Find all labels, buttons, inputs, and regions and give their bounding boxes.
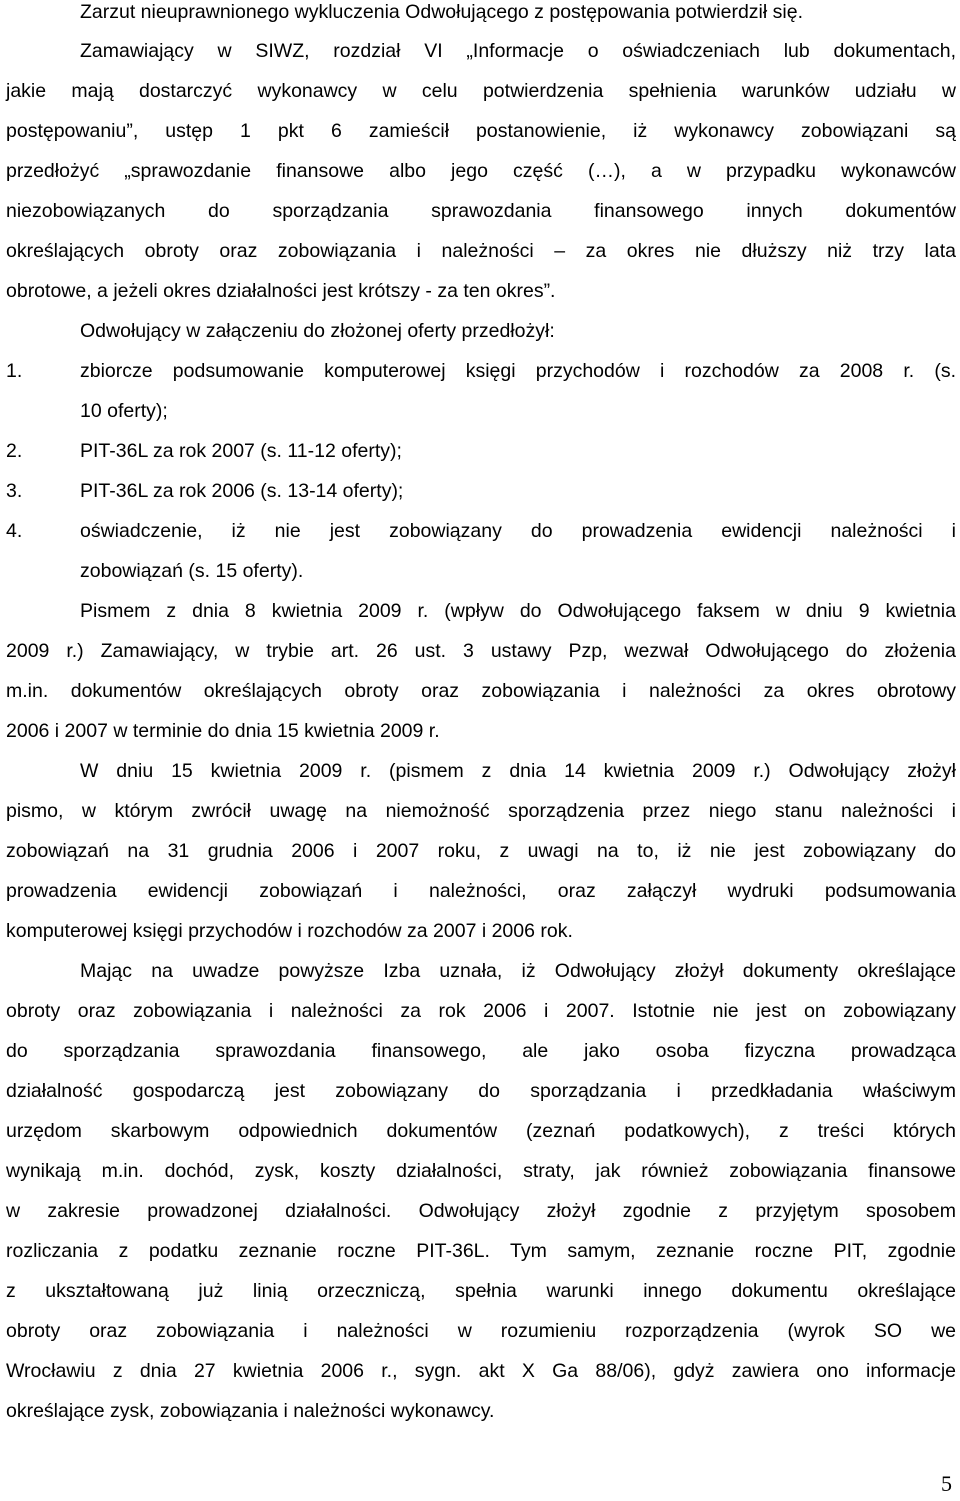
text-line: postępowaniu”, ustęp 1 pkt 6 zamieścił postanowienie, iż wykonawcy zobowiązani są	[6, 120, 956, 142]
text-line: obroty oraz zobowiązania i należności w rozumieniu rozporządzenia (wyrok SO we	[6, 1320, 956, 1342]
text-line: komputerowej księgi przychodów i rozchodów za 2007 i 2006 rok.	[6, 920, 573, 942]
text-line: pismo, w którym zwrócił uwagę na niemożność sporządzenia przez niego stanu należności i	[6, 800, 956, 822]
text-line: Wrocławiu z dnia 27 kwietnia 2006 r., sygn. akt X Ga 88/06), gdyż zawiera ono informacje	[6, 1360, 956, 1382]
text-line: zbiorcze podsumowanie komputerowej księgi przychodów i rozchodów za 2008 r. (s.	[80, 360, 956, 382]
text-line: zobowiązań na 31 grudnia 2006 i 2007 roku, z uwagi na to, iż nie jest zobowiązany do	[6, 840, 956, 862]
text-line: Pismem z dnia 8 kwietnia 2009 r. (wpływ do Odwołującego faksem w dniu 9 kwietnia	[80, 600, 956, 622]
text-line: Odwołujący w załączeniu do złożonej oferty przedłożył:	[80, 320, 555, 342]
text-line: określających obroty oraz zobowiązania i należności – za okres nie dłuższy niż trzy lata	[6, 240, 956, 262]
text-line: zobowiązań (s. 15 oferty).	[80, 560, 304, 582]
text-line: PIT-36L za rok 2007 (s. 11-12 oferty);	[80, 440, 402, 462]
text-line: PIT-36L za rok 2006 (s. 13-14 oferty);	[80, 480, 404, 502]
text-line: jakie mają dostarczyć wykonawcy w celu potwierdzenia spełnienia warunków udziału w	[6, 80, 956, 102]
text-line: obrotowe, a jeżeli okres działalności jest krótszy - za ten okres”.	[6, 280, 556, 302]
text-line: niezobowiązanych do sporządzania sprawozdania finansowego innych dokumentów	[6, 200, 956, 222]
text-line: m.in. dokumentów określających obroty oraz zobowiązania i należności za okres obrotowy	[6, 680, 956, 702]
text-line: rozliczania z podatku zeznanie roczne PIT-36L. Tym samym, zeznanie roczne PIT, zgodnie	[6, 1240, 956, 1262]
text-line: z ukształtowaną już linią orzeczniczą, spełnia warunki innego dokumentu określające	[6, 1280, 956, 1302]
text-line: Mając na uwadze powyższe Izba uznała, iż Odwołujący złożył dokumenty określające	[80, 960, 956, 982]
text-line: do sporządzania sprawozdania finansowego, ale jako osoba fizyczna prowadząca	[6, 1040, 956, 1062]
text-line: urzędom skarbowym odpowiednich dokumentów (zeznań podatkowych), z treści których	[6, 1120, 956, 1142]
text-line: 3.	[6, 480, 23, 502]
text-line: oświadczenie, iż nie jest zobowiązany do prowadzenia ewidencji należności i	[80, 520, 956, 542]
text-line: przedłożyć „sprawozdanie finansowe albo jego część (…), a w przypadku wykonawców	[6, 160, 956, 182]
text-line: Zarzut nieuprawnionego wykluczenia Odwołującego z postępowania potwierdził się.	[80, 1, 803, 23]
text-line: określające zysk, zobowiązania i należności wykonawcy.	[6, 1400, 495, 1422]
text-line: w zakresie prowadzonej działalności. Odwołujący złożył zgodnie z przyjętym sposobem	[6, 1200, 956, 1222]
text-line: 10 oferty);	[80, 400, 168, 422]
text-line: 2009 r.) Zamawiający, w trybie art. 26 ust. 3 ustawy Pzp, wezwał Odwołującego do złożenia	[6, 640, 956, 662]
text-line: obroty oraz zobowiązania i należności za rok 2006 i 2007. Istotnie nie jest on zobowiązany	[6, 1000, 956, 1022]
text-line: W dniu 15 kwietnia 2009 r. (pismem z dnia 14 kwietnia 2009 r.) Odwołujący złożył	[80, 760, 956, 782]
page-number: 5	[941, 1471, 952, 1496]
text-line: prowadzenia ewidencji zobowiązań i należności, oraz załączył wydruki podsumowania	[6, 880, 956, 902]
text-line: 2006 i 2007 w terminie do dnia 15 kwietnia 2009 r.	[6, 720, 440, 742]
text-line: wynikają m.in. dochód, zysk, koszty działalności, straty, jak również zobowiązania finansowe	[6, 1160, 956, 1182]
text-line: 4.	[6, 520, 23, 542]
text-line: 2.	[6, 440, 23, 462]
text-line: działalność gospodarczą jest zobowiązany do sporządzania i przedkładania właściwym	[6, 1080, 956, 1102]
text-line: Zamawiający w SIWZ, rozdział VI „Informacje o oświadczeniach lub dokumentach,	[80, 40, 956, 62]
text-line: 1.	[6, 360, 23, 382]
